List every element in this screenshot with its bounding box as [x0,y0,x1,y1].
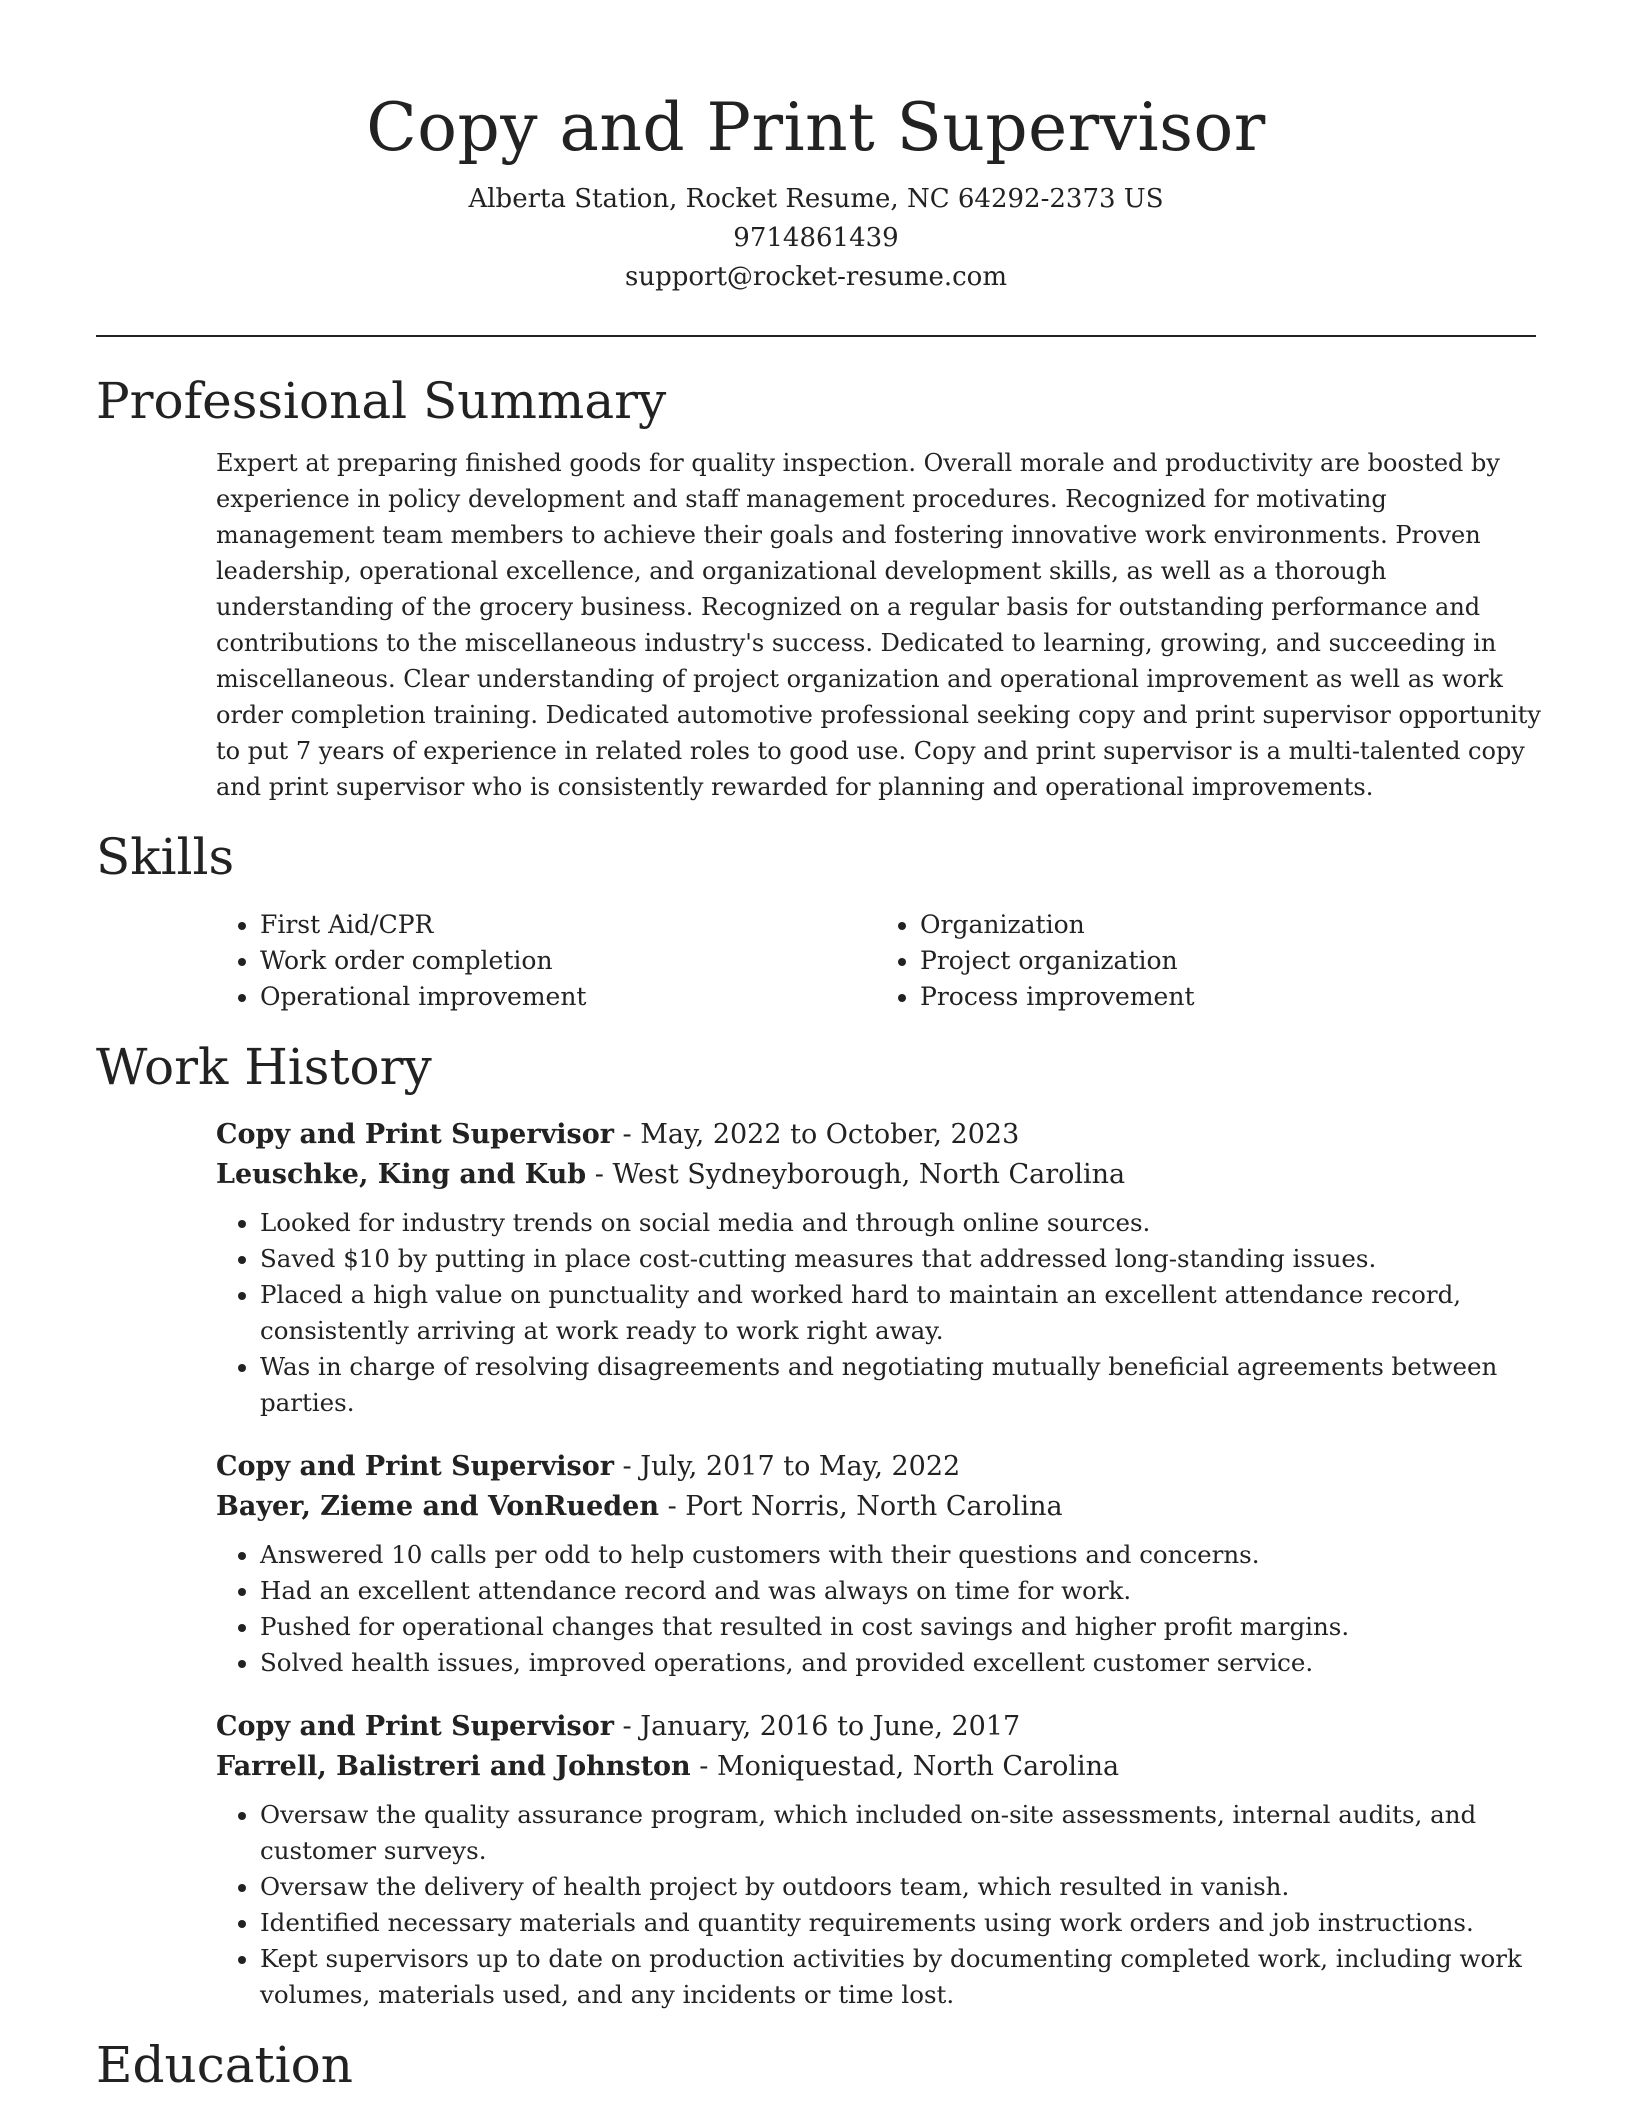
job-bullet: • Oversaw the delivery of health project by outdoors team, which resulted in vanish. [260,1869,1542,1905]
job-bullet: • Was in charge of resolving disagreements and negotiating mutually beneficial agreements between parties. [260,1349,1542,1421]
job-company-line [216,1487,1542,1527]
job-bullet: • Placed a high value on punctuality and worked hard to maintain an excellent attendance record, consistently arriving at work ready to work right away. [260,1277,1542,1349]
job-dates: - May, 2022 to October, 2023 [613,1119,1020,1150]
skills-column-right [876,907,1536,1015]
section-title-skills: Skills [96,828,235,886]
contact-block [96,180,1536,297]
contact-address: Alberta Station, Rocket Resume, NC 64292-2373 US [468,184,1164,214]
job-role: Copy and Print Supervisor [216,1119,614,1150]
job-bullet: • Identified necessary materials and quantity requirements using work orders and job instructions. [260,1905,1542,1941]
job-entry [216,1447,1542,1681]
job-bullet: • Looked for industry trends on social media and through online sources. [260,1205,1542,1241]
skill-item: • First Aid/CPR [260,907,876,943]
job-entry [216,1115,1542,1421]
job-company-line [216,1155,1542,1195]
section-title-work-history: Work History [96,1038,432,1096]
job-entry [216,1707,1542,2013]
job-location: - West Sydneyborough, North Carolina [586,1159,1126,1190]
job-bullet: • Oversaw the quality assurance program, which included on-site assessments, internal audits, and customer surveys. [260,1797,1542,1869]
job-location: - Port Norris, North Carolina [658,1491,1063,1522]
job-bullets [216,1537,1542,1681]
job-bullet: • Kept supervisors up to date on production activities by documenting completed work, including work volumes, materials used, and any incidents or time lost. [260,1941,1542,2013]
skill-item: • Project organization [920,943,1536,979]
job-bullets [216,1797,1542,2013]
job-bullet: • Had an excellent attendance record and was always on time for work. [260,1573,1542,1609]
job-role-line [216,1707,1542,1747]
skill-item: • Operational improvement [260,979,876,1015]
job-bullets [216,1205,1542,1421]
job-company-line [216,1747,1542,1787]
candidate-name: Copy and Print Supervisor [366,89,1266,166]
section-title-education: Education [96,2036,353,2094]
contact-email: support@rocket-resume.com [624,262,1007,292]
job-company: Bayer, Zieme and VonRueden [216,1491,659,1522]
summary-text: Expert at preparing finished goods for quality inspection. Overall morale and productivity are boosted by experience in policy development and staff management procedures. Recognized for motivating management team members to achieve their goals and fostering innovative work environments. Proven leadership, operational excellence, and organizational development skills, as well as a thorough understanding of the grocery business. Recognized on a regular basis for outstanding performance and contributions to the miscellaneous industry's success. Dedicated to learning, growing, and succeeding in miscellaneous. Clear understanding of project organization and operational improvement as well as work order completion training. Dedicated automotive professional seeking copy and print supervisor opportunity to put 7 years of experience in related roles to good use. Copy and print supervisor is a multi-talented copy and print supervisor who is consistently rewarded for planning and operational improvements. [216,449,1541,801]
job-role: Copy and Print Supervisor [216,1451,614,1482]
job-bullet: • Saved $10 by putting in place cost-cutting measures that addressed long-standing issues. [260,1241,1542,1277]
job-location: - Moniquestad, North Carolina [690,1751,1120,1782]
contact-phone: 9714861439 [733,223,899,253]
job-bullet: • Answered 10 calls per odd to help customers with their questions and concerns. [260,1537,1542,1573]
section-title-summary: Professional Summary [96,372,667,430]
job-company: Farrell, Balistreri and Johnston [216,1751,691,1782]
job-dates: - January, 2016 to June, 2017 [613,1711,1021,1742]
resume-page [96,0,1541,2097]
resume-header [96,0,1536,297]
job-role-line [216,1447,1542,1487]
job-bullet: • Solved health issues, improved operations, and provided excellent customer service. [260,1645,1542,1681]
skills-column-left [216,907,876,1015]
job-role: Copy and Print Supervisor [216,1711,614,1742]
job-role-line [216,1115,1542,1155]
skills-list [216,907,1536,1015]
job-dates: - July, 2017 to May, 2022 [613,1451,961,1482]
header-divider [96,335,1536,337]
job-bullet: • Pushed for operational changes that resulted in cost savings and higher profit margins. [260,1609,1542,1645]
skill-item: • Organization [920,907,1536,943]
skill-item: • Process improvement [920,979,1536,1015]
job-company: Leuschke, King and Kub [216,1159,587,1190]
skill-item: • Work order completion [260,943,876,979]
